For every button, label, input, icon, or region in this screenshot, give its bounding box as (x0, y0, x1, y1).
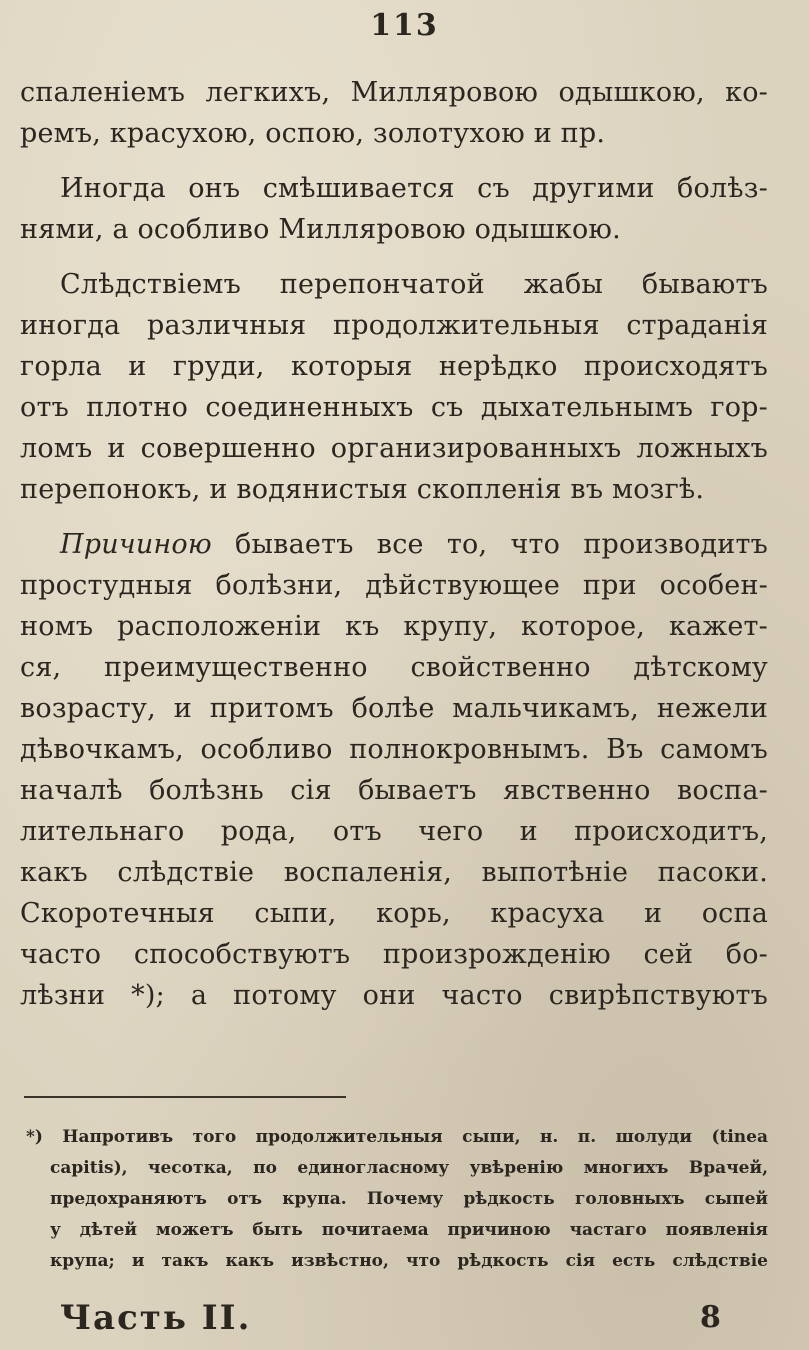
text-line: Иногда онъ смѣшивается съ другими болѣз- (60, 173, 768, 204)
text-line: нями, а особливо Милляровою одышкою. (20, 214, 621, 245)
emphasis-word: Причиною (60, 529, 212, 560)
text-line: перепонокъ, и водянистыя скопленія въ мозгѣ. (20, 474, 705, 505)
footnote-line: у дѣтей можетъ быть почитаема причиною частаго появленія (50, 1220, 768, 1240)
page-number: 113 (370, 8, 439, 43)
text-line: часто способствуютъ произрожденію сей бо- (20, 939, 768, 970)
footnote-divider (24, 1096, 346, 1098)
footnote-line: предохраняютъ отъ крупа. Почему рѣдкость головныхъ сыпей (50, 1189, 768, 1209)
text-line: какъ слѣдствіе воспаленія, выпотѣніе пасоки. (20, 857, 768, 888)
paragraph-gap (20, 250, 768, 264)
footnote-line: *) Напротивъ того продолжительныя сыпи, н. п. шолуди (tinea (26, 1127, 768, 1147)
text-line: возрасту, и притомъ болѣе мальчикамъ, нежели (20, 693, 768, 724)
text-line: лѣзни *); а потому они часто свирѣпствуютъ (20, 980, 768, 1011)
text-line: началѣ болѣзнь сія бываетъ явственно воспа- (20, 775, 768, 806)
signature-mark: Часть II. (60, 1298, 252, 1338)
footnote-line: крупа; и такъ какъ извѣстно, что рѣдкость сія есть слѣдствіе (50, 1251, 768, 1271)
text-line: ломъ и совершенно организированныхъ ложныхъ (20, 433, 768, 464)
text-line: иногда различныя продолжительныя страданія (20, 310, 768, 341)
footnote-line: capitis), чесотка, по единогласному увѣренію многихъ Врачей, (50, 1158, 768, 1178)
text-line: лительнаго рода, отъ чего и происходитъ, (20, 816, 768, 847)
paragraph-gap (20, 154, 768, 168)
paragraph-gap (20, 510, 768, 524)
text-line: ся, преимущественно свойственно дѣтскому (20, 652, 768, 683)
text-line: горла и груди, которыя нерѣдко происходятъ (20, 351, 768, 382)
text-line: спаленіемъ легкихъ, Милляровою одышкою, ко- (20, 77, 768, 108)
text-line: Слѣдствіемъ перепончатой жабы бываютъ (60, 269, 768, 300)
text-line: простудныя болѣзни, дѣйствующее при особен- (20, 570, 768, 601)
text-fragment: бываетъ все то, что производитъ (211, 529, 768, 560)
footnote (20, 1122, 768, 1277)
text-line: отъ плотно соединенныхъ съ дыхательнымъ гор- (20, 392, 768, 423)
text-line (20, 524, 768, 565)
sheet-number: 8 (700, 1300, 721, 1335)
body-text (20, 72, 768, 1016)
text-line: ремъ, красухою, оспою, золотухою и пр. (20, 118, 606, 149)
text-line: номъ расположеніи къ крупу, которое, кажет- (20, 611, 768, 642)
text-line: дѣвочкамъ, особливо полнокровнымъ. Въ самомъ (20, 734, 768, 765)
text-line: Скоротечныя сыпи, корь, красуха и оспа (20, 898, 768, 929)
